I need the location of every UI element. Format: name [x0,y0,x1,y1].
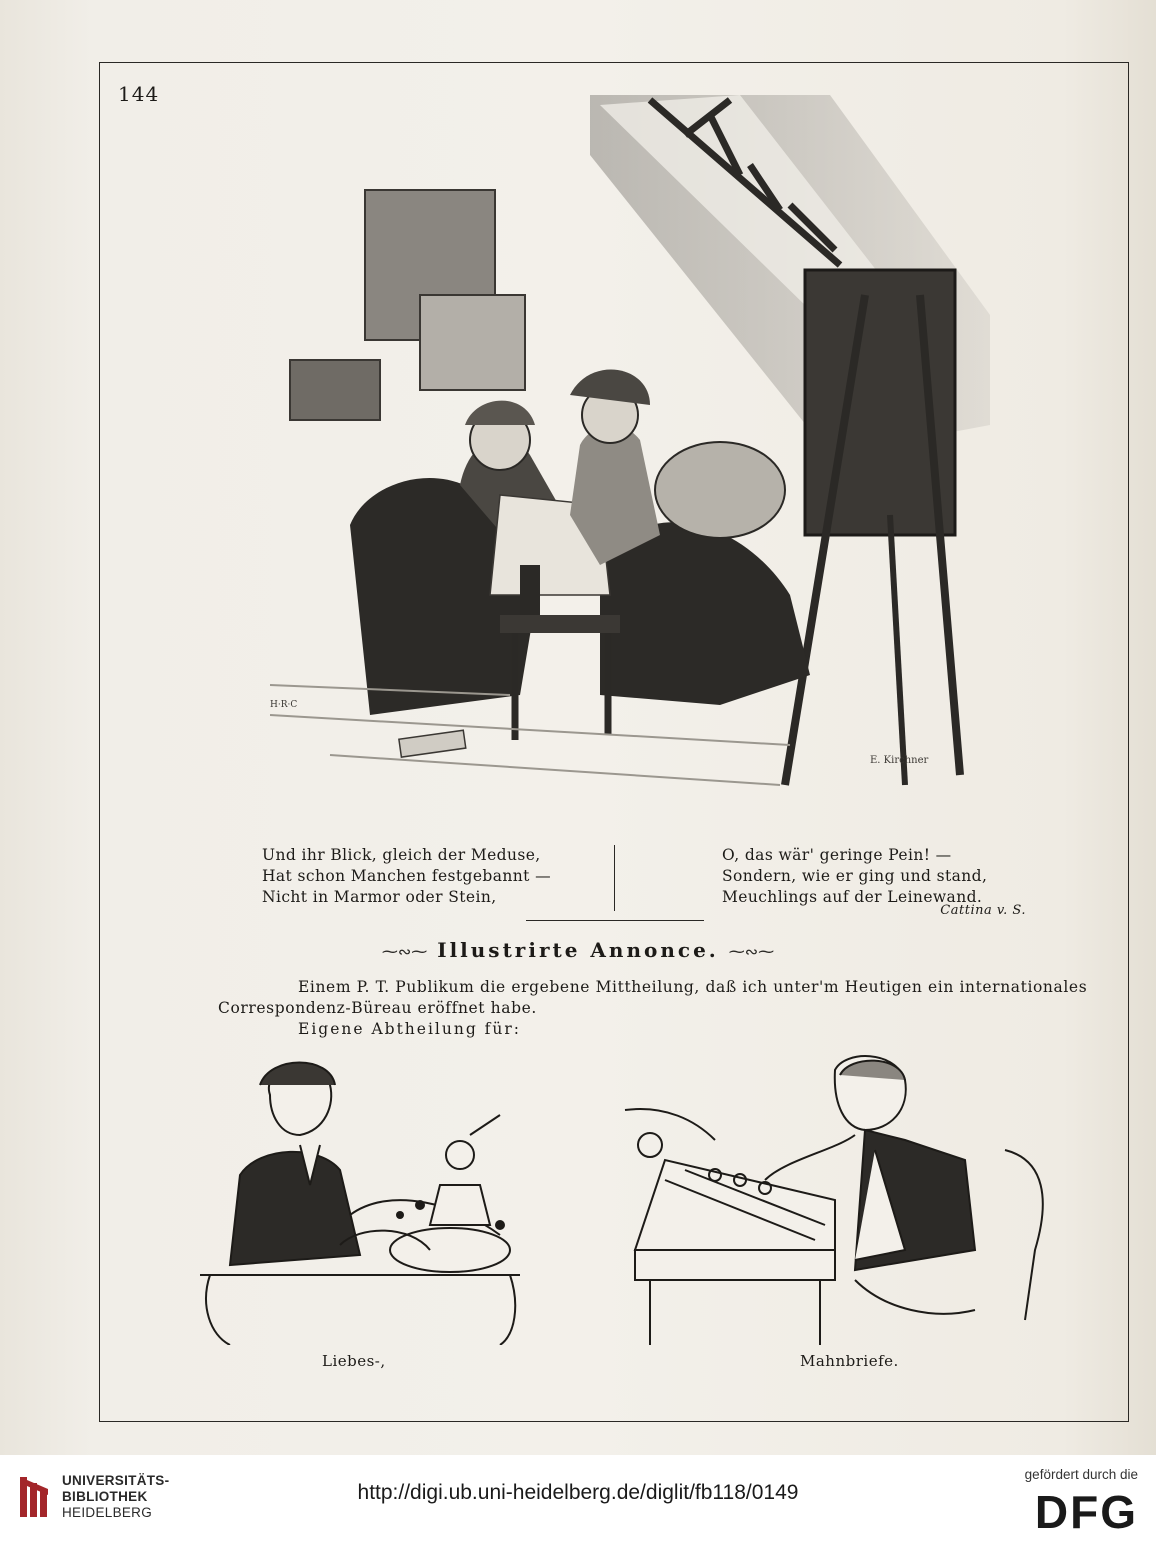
footer-bar [0,1455,1156,1543]
section-divider [526,920,704,921]
love-letters-illustration [200,1055,545,1345]
library-name-line-3: HEIDELBERG [62,1505,153,1520]
announcement-heading [0,938,1156,962]
page-number: 144 [118,82,160,106]
poem-right: O, das wär' geringe Pein! — Sondern, wie er ging und stand, Meuchlings auf der Leinewand. [722,846,988,906]
dunning-letters-illustration [605,1050,1065,1350]
announcement-line-3: Eigene Abtheilung für: [298,1020,522,1038]
signature-left: H·R·C [270,700,298,710]
funding-note: gefördert durch die [1024,1467,1138,1482]
label-dunning-letters: Mahnbriefe. [800,1352,899,1370]
library-name-line-2: BIBLIOTHEK [62,1489,148,1504]
flourish-right-icon: ⁓∾⁓ [728,942,775,961]
studio-illustration [270,95,990,805]
flourish-left-icon: ⁓∾⁓ [381,942,428,961]
poem-left: Und ihr Blick, gleich der Meduse, Hat schon Manchen festgebannt — Nicht in Marmor oder Stein, [262,846,551,906]
poem-author: Cattina v. S. [940,903,1026,918]
signature-right: E. Kirchner [870,755,929,766]
library-name-line-1: UNIVERSITÄTS- [62,1473,170,1488]
poem-divider [614,845,615,911]
announcement-title: Illustrirte Annonce. [437,938,719,962]
source-url-link[interactable]: http://digi.ub.uni-heidelberg.de/diglit/fb118/0149 [357,1481,799,1504]
announcement-line-2: Correspondenz-Büreau eröffnet habe. [218,999,537,1017]
label-love-letters: Liebes-, [322,1352,386,1370]
dfg-logo: DFG [1034,1486,1138,1538]
announcement-line-1: Einem P. T. Publikum die ergebene Mittheilung, daß ich unter'm Heutigen ein internationales [298,978,1088,996]
